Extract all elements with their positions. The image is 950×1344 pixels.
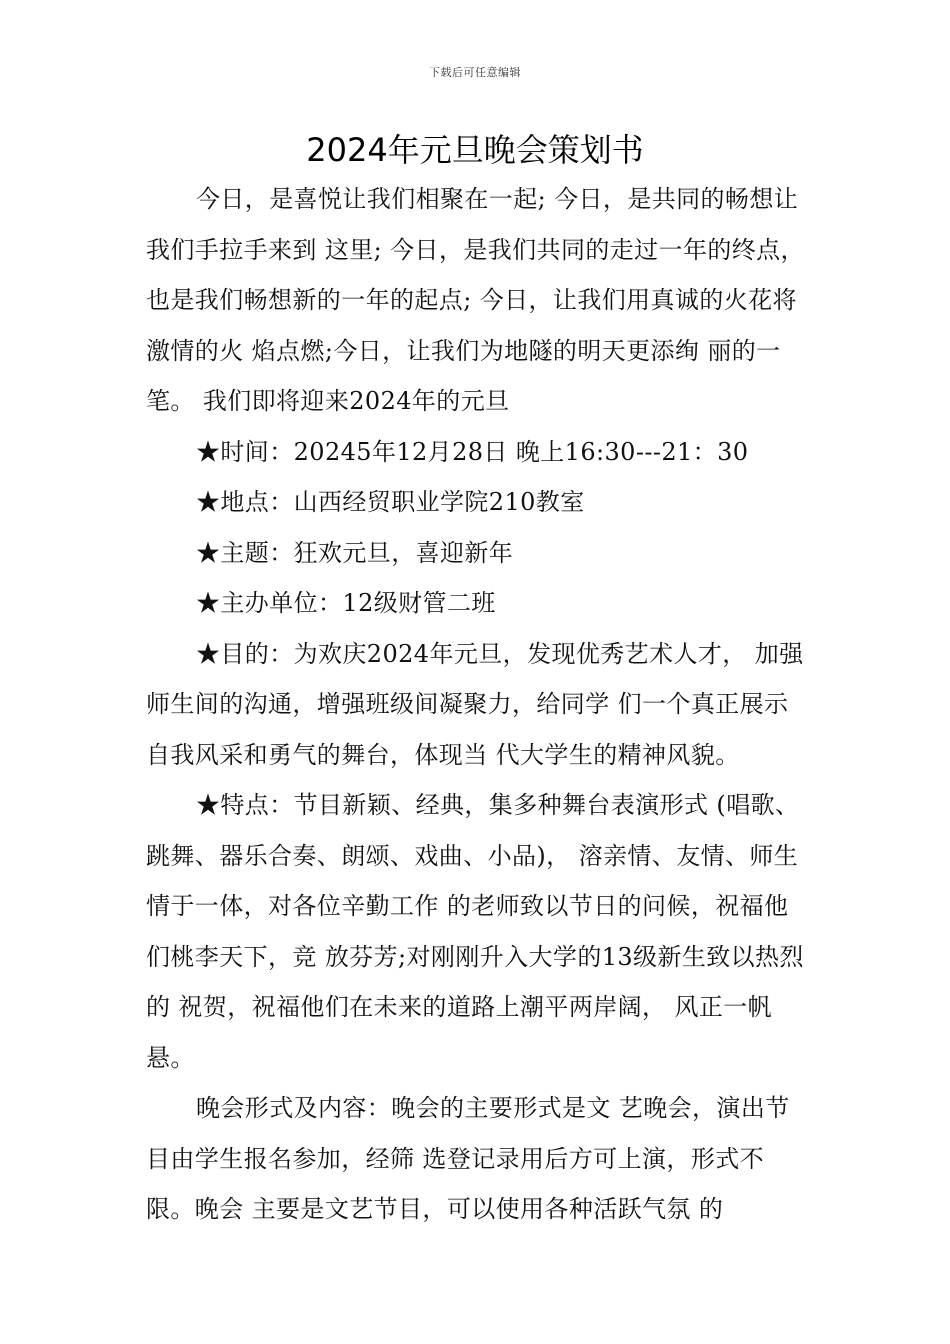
header-note: 下载后可任意编辑 <box>429 66 521 79</box>
document-body <box>146 174 812 1235</box>
format-paragraph: 晚会形式及内容：晚会的主要形式是文 艺晚会，演出节目由学生报名参加，经筛 选登记录用后方可上演，形式不限。晚会 主要是文艺节目，可以使用各种活跃气氛 的 <box>146 1094 790 1223</box>
theme-item: ★主题：狂欢元旦，喜迎新年 <box>196 538 514 567</box>
organizer-item: ★主办单位：12级财管二班 <box>196 589 496 617</box>
time-item: ★时间：20245年12月28日 晚上16:30---21：30 <box>196 437 749 466</box>
features-item: ★特点：节目新颖、经典，集多种舞台表演形式 (唱歌、跳舞、器乐合奏、朗颂、戏曲、小品)， 溶亲情、友情、师生情于一体，对各位辛勤工作 的老师致以节日的问候，祝福他们桃李天下，竞 放芬芳;对刚刚升入大学的13级新生致以热烈的 祝贺，祝福他们在未来的道路上潮平两岸阔， 风正一帆悬。 <box>146 791 804 1072</box>
location-item: ★地点：山西经贸职业学院210教室 <box>196 488 585 516</box>
document-title: 2024年元旦晚会策划书 <box>306 131 644 169</box>
intro-paragraph: 今日，是喜悦让我们相聚在一起; 今日，是共同的畅想让我们手拉手来到 这里; 今日，是我们共同的走过一年的终点， 也是我们畅想新的一年的起点; 今日，让我们用真诚的火花将激情的火 焰点燃;今日，让我们为地隧的明天更添绚 丽的一笔。 我们即将迎来2024年的元旦 <box>146 185 805 415</box>
purpose-item: ★目的：为欢庆2024年元旦，发现优秀艺术人才， 加强师生间的沟通，增强班级间凝聚力，给同学 们一个真正展示自我风采和勇气的舞台，体现当 代大学生的精神风貌。 <box>146 639 804 769</box>
